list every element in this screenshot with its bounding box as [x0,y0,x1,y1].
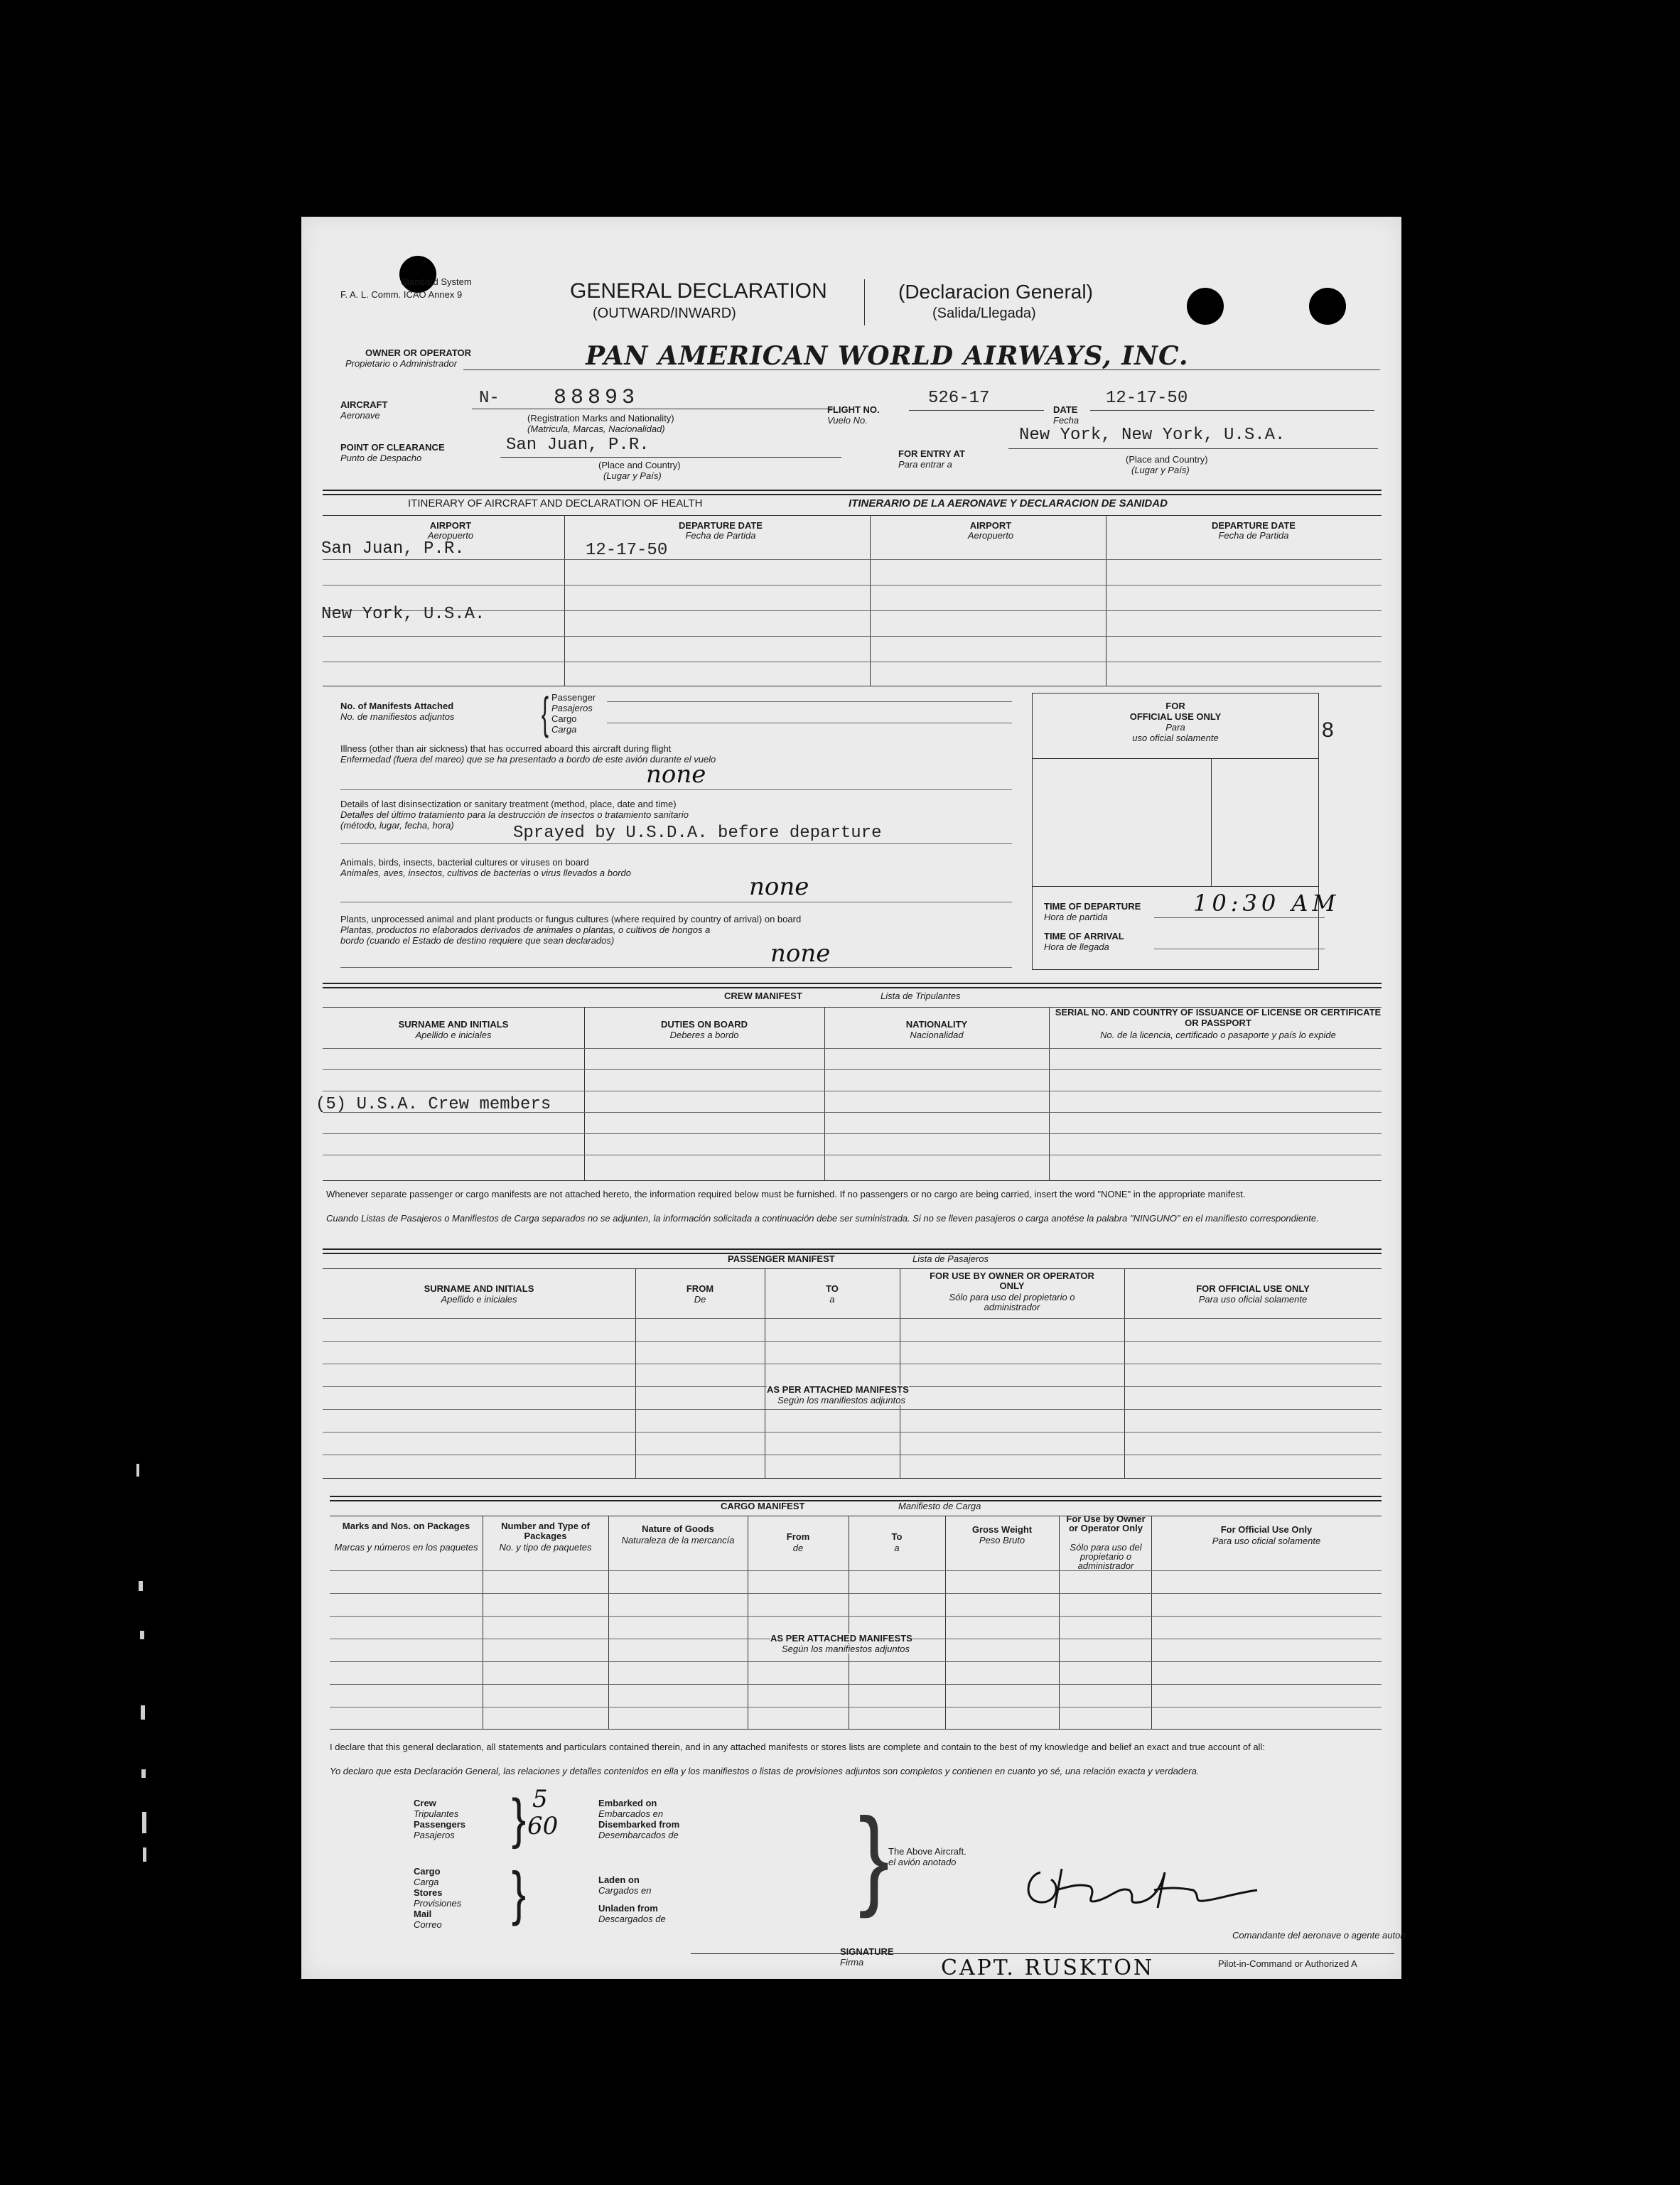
manifests-label-es: No. de manifiestos adjuntos [340,711,455,722]
entry-label-es: Para entrar a [898,459,952,470]
decl-cargo-label: Cargo [414,1866,441,1877]
aircraft-prefix: N- [479,389,500,408]
cargo-col-owner: For Use by Owner or Operator Only [1066,1514,1146,1533]
signature-image [1012,1858,1268,1922]
clearance-note: (Place and Country) [598,460,681,470]
cargo-title-es: Manifiesto de Carga [898,1501,981,1511]
clearance-label: POINT OF CLEARANCE [340,442,445,453]
decl-pass-label-es: Pasajeros [414,1830,455,1840]
official-value: 8 [1322,718,1334,742]
decl-mail-label: Mail [414,1909,432,1919]
plants-label-es2: bordo (cuando el Estado de destino requiere que sean declarados) [340,935,615,946]
punch-hole [399,256,436,293]
signer-printed-name: CAPT. RUSKTON [941,1955,1155,1980]
pass-col-official-es: Para uso oficial solamente [1198,1294,1308,1305]
cargo-col-official: For Official Use Only [1220,1524,1313,1535]
itin-col-departure-2-es: Fecha de Partida [1218,530,1289,541]
pass-col-surname: SURNAME AND INITIALS [424,1283,534,1294]
aircraft-label-es: Aeronave [340,410,380,421]
itin-row-airport: New York, U.S.A. [321,605,485,624]
decl-pass-label: Passengers [414,1819,465,1830]
operator-name: PAN AMERICAN WORLD AIRWAYS, INC. [586,341,1189,371]
crew-col-nationality-es: Nacionalidad [910,1030,964,1040]
decl-embarked-es: Embarcados en [598,1808,664,1819]
cargo-col-from: From [786,1531,810,1542]
illness-label-es: Enfermedad (fuera del mareo) que se ha presentado a bordo de este avión durante el vuelo [340,754,716,765]
commander-label: Pilot-in-Command or Authorized A [1218,1958,1357,1969]
decl-above-aircraft: The Above Aircraft. [888,1846,966,1857]
itin-row-departure: 12-17-50 [586,541,668,560]
scan-artifact [141,1769,146,1778]
decl-unladen: Unladen from [598,1903,658,1914]
cargo-col-number-es: No. y tipo de paquetes [499,1542,592,1553]
punch-hole [1309,288,1346,325]
decl-crew-label: Crew [414,1798,436,1808]
owner-label-es: Propietario o Administrador [345,358,458,369]
commander-label-es: Comandante del aeronave o agente autori [1232,1930,1406,1941]
scan-artifact [139,1581,143,1591]
declaration-es: Yo declaro que esta Declaración General, las relaciones y detalles contenidos en ella y los manifiestos o listas de provisiones adjuntos son completos y contienen en cuanto yo sé, una relación exacta y verdadera. [330,1766,1200,1776]
form-title: GENERAL DECLARATION [570,279,827,303]
signature-label: SIGNATURE [840,1946,894,1957]
itin-col-departure-2: DEPARTURE DATE [1212,520,1296,531]
pass-col-owner: FOR USE BY OWNER OR OPERATOR ONLY [930,1270,1094,1291]
crew-col-duties-es: Deberes a bordo [669,1030,739,1040]
decl-stores-label: Stores [414,1887,443,1898]
decl-crew-value: 5 [532,1785,548,1813]
aircraft-registration: 88893 [554,386,640,410]
decl-mail-label-es: Correo [414,1919,442,1930]
aircraft-label: AIRCRAFT [340,399,388,410]
manifest-passenger-label: Passenger [551,692,596,703]
pass-col-official: FOR OFFICIAL USE ONLY [1196,1283,1310,1294]
date-label: DATE [1053,404,1078,415]
crew-col-surname: SURNAME AND INITIALS [398,1019,509,1030]
pass-col-to-es: a [829,1294,835,1305]
form-title-es: (Declaracion General) [898,281,1093,303]
pass-col-to: TO [826,1283,839,1294]
entry-label: FOR ENTRY AT [898,448,965,459]
itin-col-airport-es: Aeropuerto [427,530,474,541]
cargo-col-official-es: Para uso oficial solamente [1212,1536,1321,1546]
itin-col-airport: AIRPORT [429,520,472,531]
plants-label: Plants, unprocessed animal and plant products or fungus cultures (where required by country of arrival) on board [340,914,802,924]
time-departure-label-es: Hora de partida [1044,912,1108,922]
official-label-es: Para [1165,722,1185,733]
decl-stores-label-es: Provisiones [414,1898,462,1909]
decl-pass-value: 60 [527,1812,559,1840]
pass-col-surname-es: Apellido e iniciales [441,1294,517,1305]
entry-note: (Place and Country) [1126,454,1208,465]
cargo-col-weight-es: Peso Bruto [979,1535,1025,1545]
cargo-attached-note: AS PER ATTACHED MANIFESTS [770,1633,912,1644]
time-arrival-label: TIME OF ARRIVAL [1044,931,1124,942]
pass-attached-note-es: Según los manifiestos adjuntos [777,1395,905,1406]
plants-value: none [770,939,831,968]
disinsect-label: Details of last disinsectization or sanitary treatment (method, place, date and time) [340,799,677,809]
itin-col-airport-2: AIRPORT [969,520,1012,531]
animals-value: none [749,873,809,901]
itinerary-title: ITINERARY OF AIRCRAFT AND DECLARATION OF HEALTH [408,497,703,509]
passenger-title-es: Lista de Pasajeros [912,1253,989,1264]
decl-laden: Laden on [598,1874,640,1885]
animals-label: Animals, birds, insects, bacterial cultures or viruses on board [340,857,589,868]
disinsect-label-es: Detalles del último tratamiento para la destrucción de insectos o tratamiento sanitario [340,809,689,820]
scan-artifact [141,1705,145,1720]
time-departure-value: 10:30 AM [1193,890,1340,917]
crew-col-serial-es: No. de la licencia, certificado o pasaporte y país lo expide [1100,1030,1336,1040]
illness-label: Illness (other than air sickness) that has occurred aboard this aircraft during flight [340,743,672,754]
cargo-attached-note-es: Según los manifiestos adjuntos [782,1644,910,1654]
crew-col-serial: SERIAL NO. AND COUNTRY OF ISSUANCE OF LICENSE OR CERTIFICATE OR PASSPORT [1055,1007,1382,1028]
aircraft-reg-note-es: (Matricula, Marcas, Nacionalidad) [527,423,665,434]
decl-unladen-es: Descargados de [598,1914,666,1924]
notice-en: Whenever separate passenger or cargo manifests are not attached hereto, the information required below must be furnished. If no passengers or no cargo are being carried, insert the word "NONE" in the appropriate manifest. [326,1189,1246,1199]
cargo-title: CARGO MANIFEST [721,1501,805,1511]
itinerary-title-es: ITINERARIO DE LA AERONAVE Y DECLARACION DE SANIDAD [849,497,1168,509]
cargo-col-to-es: a [894,1543,900,1553]
decl-disembarked: Disembarked from [598,1819,680,1830]
form-title-es-sub: (Salida/Llegada) [932,306,1036,321]
passenger-title: PASSENGER MANIFEST [728,1253,835,1264]
decl-disembarked-es: Desembarcados de [598,1830,679,1840]
decl-crew-label-es: Tripulantes [414,1808,459,1819]
aircraft-reg-note: (Registration Marks and Nationality) [527,413,674,423]
flight-label-es: Vuelo No. [827,415,868,426]
punch-hole [1187,288,1224,325]
illness-value: none [646,760,706,789]
clearance-note-es: (Lugar y País) [603,470,662,481]
plants-label-es: Plantas, productos no elaborados derivados de animales o plantas, o cultivos de hongos a [340,924,711,935]
scan-artifact [140,1631,144,1639]
manifest-cargo-label: Cargo [551,713,577,724]
declaration-en: I declare that this general declaration, all statements and particulars contained therein, and in any attached manifests or stores lists are complete and contain to the best of my knowledge and belief an exact and true account of all: [330,1742,1265,1752]
cargo-col-nature-es: Naturaleza de la mercancía [621,1535,735,1545]
manifests-label: No. of Manifests Attached [340,701,454,711]
entry-value: New York, New York, U.S.A. [1019,426,1286,445]
crew-col-duties: DUTIES ON BOARD [660,1019,748,1030]
notice-es: Cuando Listas de Pasajeros o Manifiestos de Carga separados no se adjunten, la información solicitada a continuación debe ser suministrada. Si no se lleven pasajeros o carga anotése la palabra "NINGUNO" en el manifiesto correspondiente. [326,1213,1319,1224]
cargo-col-weight: Gross Weight [971,1524,1033,1535]
disinsect-label-es2: (método, lugar, fecha, hora) [340,820,454,831]
official-label-es-2: uso oficial solamente [1132,733,1219,743]
cargo-col-to: To [891,1531,903,1542]
owner-label: OWNER OR OPERATOR [365,347,472,358]
flight-label: FLIGHT NO. [827,404,880,415]
disinsect-value: Sprayed by U.S.D.A. before departure [513,824,882,843]
crew-title-es: Lista de Tripulantes [881,991,961,1001]
clearance-value: San Juan, P.R. [506,436,650,455]
official-label: FOR [1165,701,1185,711]
crew-col-surname-es: Apellido e iniciales [415,1030,492,1040]
pass-col-owner-es: Sólo para uso del propietario o administrador [949,1292,1075,1312]
decl-above-aircraft-es: el avión anotado [888,1857,957,1867]
itin-col-departure-es: Fecha de Partida [685,530,756,541]
itin-col-airport-2-es: Aeropuerto [967,530,1014,541]
crew-entry: (5) U.S.A. Crew members [316,1095,551,1114]
cargo-col-nature: Nature of Goods [642,1523,714,1534]
official-label-2: OFFICIAL USE ONLY [1129,711,1222,722]
cargo-col-owner-es: Sólo para uso del propietario o administrador [1070,1542,1142,1571]
manifest-cargo-label-es: Carga [551,724,577,735]
cargo-col-marks: Marks and Nos. on Packages [342,1521,470,1531]
itin-row-airport: San Juan, P.R. [321,539,465,559]
entry-note-es: (Lugar y País) [1131,465,1190,475]
itin-col-departure: DEPARTURE DATE [679,520,763,531]
scan-artifact [142,1812,146,1833]
declaration-form: Standard System F. A. L. Comm. ICAO Annex 9 GENERAL DECLARATION (OUTWARD/INWARD) (Declaracion General) (Salida/Llegada) OWNER OR OPERATOR Propietario o Administrador PAN AMERICAN WORLD AIRWAYS, INC. AIRCRAFT Aeronave N- 88893 (Registration Marks and Nationality) (Matricula, Marcas, Nacionalidad) FLIGHT NO. Vuelo No. 526-17 DATE Fecha 12-17-50 POINT OF CLEARANCE Punto de Despacho San Juan, P.R. (Place and Country) (Lugar y País) FOR ENTRY AT Para entrar a New York, New York, U.S.A. (Place and Country) (Lugar y País) ITINERARY OF AIRCRAFT AND DECLARATION OF HEALTH ITINERARIO DE LA AERONAVE Y DECLARACION DE SANIDAD AIRPORT Aeropuerto DEPARTURE DATE Fecha de Partida AIRPORT Aeropuerto DEPARTURE DATE Fecha de Partida San Juan, P.R. 12-17-50 New York, U.S.A. No. of Manifests Attached No. de manifiestos adjuntos { Passenger Pasajeros Cargo Carga Illness (other than air sickness) that has occurred aboard this aircraft during flight Enfermedad (fuera del mareo) que se ha presentado a bordo de este avión durante el vuelo none Details of last disinsectization or sanitary treatment (method, place, date and time) Detalles del último tratamiento para la destrucción de insectos o tratamiento sanitario (método, lugar, fecha, hora) Sprayed by U.S.D.A. before departure Animals, birds, insects, bacterial cultures or viruses on board Animales, aves, insectos, cultivos de bacterias o virus llevados a bordo none Plants, unprocessed animal and plant products or fungus cultures (where required by country of arrival) on board Plantas, productos no elaborados derivados de animales o plantas, o cultivos de hongos a bordo (cuando el Estado de destino requiere que sean declarados) none FOR OFFICIAL USE ONLY Para uso oficial solamente 8 TIME OF DEPARTURE Hora de partida 10:30 AM TIME OF ARRIVAL Hora de llegada CREW MANIFEST Lista de Tripulantes SURNAME AND INITIALS Apellido e iniciales DUTIES ON BOARD Deberes a bordo NATIONALITY Nacionalidad SERIAL NO. AND COUNTRY OF ISSUANCE OF LICENSE OR CERTIFICATE OR PASSPORT No. de la licencia, certificado o pasaporte y país lo expide (5) U.S.A. Crew members Whenever separate passenger or cargo manifests are not attached hereto, the information required below must be furnished. If no passengers or no cargo are being carried, insert the word "NONE" in the appropriate manifest. Cuando Listas de Pasajeros o Manifiestos de Carga separados no se adjunten, la información solicitada a continuación debe ser suministrada. Si no se lleven pasajeros o carga anotése la palabra "NINGUNO" en el manifiesto correspondiente. PASSENGER MANIFEST Lista de Pasajeros SURNAME AND INITIALS Apellido e iniciales FROM De TO a FOR USE BY OWNER OR OPERATOR ONLY Sólo para uso del propietario o administrador FOR OFFICIAL USE ONLY Para uso oficial solamente AS PER ATTACHED MANIFESTS Según los manifiestos adjuntos CARGO MANIFEST Manifiesto de Carga Marks and Nos. on Packages Marcas y números en los paquetes Number and Type of Packages No. y tipo de paquetes Nature of Goods Naturaleza de la mercancía From de To a Gross Weight Peso Bruto For Use by Owner or Operator Only Sólo para uso del propietario o administrador For Official Use Only Para uso oficial solamente AS PER ATTACHED MANIFESTS Según los manifiestos adjuntos I declare that this general declaration, all statements and particulars contained therein, and in any attached manifests or stores lists are complete and contain to the best of my knowledge and belief an exact and true account of all: Yo declaro que esta Declaración General, las relaciones y detalles contenidos en ella y los manifiestos o listas de provisiones adjuntos son completos y contienen en cuanto yo sé, una relación exacta y verdadera. Crew Tripulantes Passengers Pasajeros } 5 60 Embarked on Embarcados en Disembarked from Desembarcados de Cargo Carga Stores Provisiones Mail Correo } Laden on Cargados en Unladen from Descargados de } The Above Aircraft. el avión anotado SIGNATURE Firma CAPT. RUSKTON Comandante del aeronave o agente autori Pilot-in-Command or Authorized A [301,217,1401,1979]
flight-number: 526-17 [928,389,990,408]
cargo-col-number: Number and Type of Packages [501,1521,590,1541]
fal-standard: Standard System [401,276,472,287]
decl-laden-es: Cargados en [598,1885,652,1896]
crew-col-nationality: NATIONALITY [905,1019,968,1030]
scan-artifact [136,1464,139,1477]
form-title-sub: (OUTWARD/INWARD) [593,306,736,321]
animals-label-es: Animales, aves, insectos, cultivos de bacterias o virus llevados a bordo [340,868,631,878]
time-arrival-label-es: Hora de llegada [1044,942,1109,952]
decl-embarked: Embarked on [598,1798,657,1808]
cargo-col-marks-es: Marcas y números en los paquetes [334,1542,478,1553]
crew-title: CREW MANIFEST [724,991,802,1001]
flight-date: 12-17-50 [1106,389,1188,408]
fal-reference: F. A. L. Comm. ICAO Annex 9 [340,289,463,300]
signature-label-es: Firma [840,1957,864,1968]
manifest-passenger-label-es: Pasajeros [551,703,593,713]
scan-artifact [143,1847,146,1862]
date-label-es: Fecha [1053,415,1079,426]
clearance-label-es: Punto de Despacho [340,453,422,463]
time-departure-label: TIME OF DEPARTURE [1044,901,1141,912]
pass-attached-note: AS PER ATTACHED MANIFESTS [767,1384,909,1395]
decl-cargo-label-es: Carga [414,1877,439,1887]
pass-col-from: FROM [686,1283,714,1294]
pass-col-from-es: De [694,1294,706,1305]
cargo-col-from-es: de [792,1543,804,1553]
